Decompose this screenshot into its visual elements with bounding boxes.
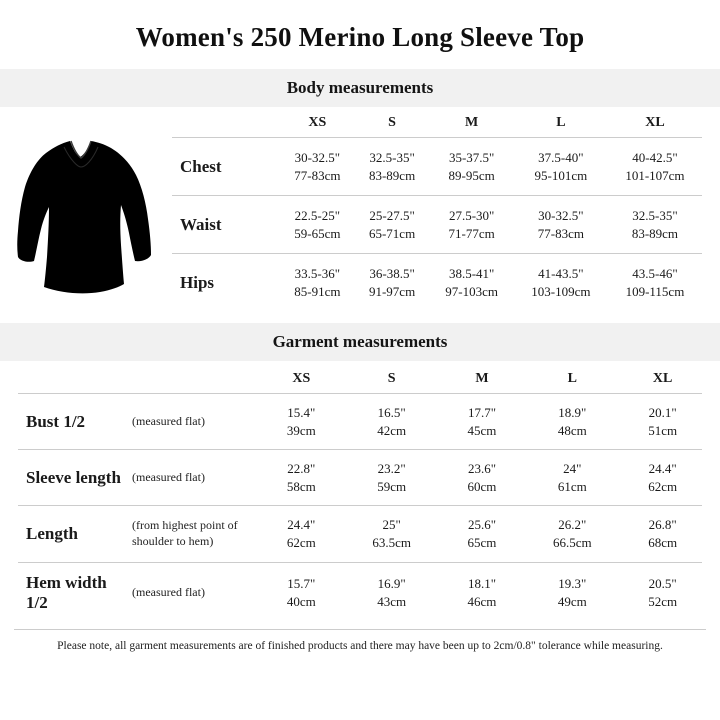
col-header-xs: XS [292,371,311,387]
value-inches: 22.8" [287,461,316,477]
col-header-xs: XS [308,115,327,130]
value-cm: 61cm [557,478,587,494]
value-cm: 46cm [467,593,497,609]
cell-hem-xs [262,562,341,623]
value-inches: 15.4" [287,405,316,421]
value-inches: 24.4" [287,517,316,533]
cell-waist-s [355,196,430,254]
cell-hips-xl [608,254,702,312]
cell-length-m [443,506,522,562]
table-row [172,196,702,254]
cell-length-s [341,506,443,562]
cell-waist-m [429,196,513,254]
value-cm: 65cm [467,535,497,551]
value-inches: 22.5-25" [294,208,341,224]
cell-sleeve-l [521,450,623,506]
value-cm: 58cm [286,478,316,494]
cell-waist-xs [280,196,355,254]
table-header-row [18,361,702,394]
value-inches: 16.9" [377,576,406,592]
garment-measurements-block [0,361,720,623]
value-cm: 97-103cm [445,283,498,299]
value-cm: 103-109cm [531,283,591,299]
value-cm: 52cm [648,593,678,609]
value-inches: 40-42.5" [632,150,678,165]
measurement-tolerance-note: Please note, all garment measurements are of finished products and there may have been up to 2cm/0.8" tolerance while measuring. [14,629,706,652]
row-note-length: (from highest point of shoulder to hem) [130,506,262,562]
value-cm: 65-71cm [368,225,416,241]
value-inches: 18.1" [467,576,496,592]
value-cm: 83-89cm [631,225,679,241]
value-cm: 77-83cm [294,167,341,183]
value-inches: 33.5-36" [294,266,341,282]
value-cm: 42cm [377,422,407,438]
value-inches: 23.2" [377,461,406,477]
cell-hem-l [521,562,623,623]
value-cm: 63.5cm [372,535,411,551]
value-inches: 25-27.5" [369,208,415,224]
value-inches: 24" [563,461,582,477]
row-label-hips: Hips [172,254,280,312]
cell-sleeve-xl [623,450,702,506]
value-cm: 45cm [467,422,497,438]
col-header-l: L [556,115,566,130]
col-header-l: L [567,371,577,387]
value-cm: 109-115cm [625,283,685,299]
cell-bust-xs [262,394,341,450]
cell-hips-xs [280,254,355,312]
value-inches: 24.4" [648,461,677,477]
row-note-hem-width-half: (measured flat) [130,562,262,623]
value-inches: 15.7" [287,576,316,592]
value-inches: 37.5-40" [538,150,584,165]
garment-illustration [0,107,172,301]
cell-sleeve-xs [262,450,341,506]
value-cm: 62cm [286,535,316,551]
cell-waist-xl [608,196,702,254]
garment-measurements-table [18,361,702,623]
value-cm: 49cm [557,593,587,609]
col-header-s: S [388,115,396,130]
col-header-s: S [387,371,396,387]
value-inches: 26.2" [558,517,587,533]
value-inches: 16.5" [377,405,406,421]
value-cm: 66.5cm [552,535,592,551]
value-inches: 23.6" [467,461,496,477]
cell-chest-xl [608,138,702,196]
value-inches: 32.5-35" [369,150,415,165]
col-header-blank [172,107,280,138]
cell-chest-xs [280,138,355,196]
value-cm: 85-91cm [294,283,341,299]
page-title: Women's 250 Merino Long Sleeve Top [135,22,585,52]
cell-hips-l [514,254,608,312]
cell-hips-m [429,254,513,312]
cell-bust-m [443,394,522,450]
cell-hem-m [443,562,522,623]
cell-hem-s [341,562,443,623]
cell-length-xs [262,506,341,562]
cell-chest-m [429,138,513,196]
value-inches: 26.8" [648,517,677,533]
value-cm: 59-65cm [294,225,341,241]
value-inches: 30-32.5" [538,208,584,224]
value-cm: 51cm [648,422,678,438]
cell-hips-s [355,254,430,312]
cell-hem-xl [623,562,702,623]
value-inches: 25" [382,517,401,533]
value-inches: 19.3" [558,576,587,592]
value-cm: 60cm [467,478,497,494]
value-cm: 83-89cm [368,167,416,183]
row-note-sleeve-length: (measured flat) [130,450,262,506]
table-row [18,506,702,562]
cell-waist-l [514,196,608,254]
cell-chest-l [514,138,608,196]
row-label-length: Length [18,506,130,562]
garment-measurements-heading: Garment measurements [0,323,720,361]
value-cm: 89-95cm [448,167,495,183]
cell-sleeve-m [443,450,522,506]
value-inches: 18.9" [558,405,587,421]
value-inches: 20.5" [648,576,677,592]
value-inches: 38.5-41" [448,266,495,282]
cell-sleeve-s [341,450,443,506]
value-inches: 43.5-46" [632,266,678,282]
col-header-m: M [465,115,479,130]
value-cm: 101-107cm [625,167,685,183]
value-inches: 20.1" [648,405,677,421]
value-inches: 17.7" [467,405,496,421]
long-sleeve-top-icon [16,131,156,301]
value-cm: 91-97cm [368,283,416,299]
table-row [18,450,702,506]
row-label-waist: Waist [172,196,280,254]
col-header-blank-note [130,361,262,394]
value-cm: 77-83cm [537,225,584,241]
value-inches: 41-43.5" [538,266,584,282]
value-inches: 27.5-30" [448,208,495,224]
table-row [172,138,702,196]
cell-bust-s [341,394,443,450]
cell-chest-s [355,138,430,196]
value-cm: 39cm [286,422,316,438]
table-row [172,254,702,312]
cell-bust-l [521,394,623,450]
row-note-bust-half: (measured flat) [130,394,262,450]
value-cm: 59cm [377,478,407,494]
value-cm: 43cm [377,593,407,609]
body-measurements-table [172,107,702,311]
value-inches: 25.6" [467,517,496,533]
row-label-chest: Chest [172,138,280,196]
row-label-sleeve-length: Sleeve length [18,450,130,506]
body-measurements-block [0,107,720,311]
value-inches: 36-38.5" [369,266,415,282]
value-cm: 71-77cm [448,225,495,241]
body-measurements-heading: Body measurements [0,69,720,107]
cell-bust-xl [623,394,702,450]
value-cm: 62cm [648,478,678,494]
cell-length-l [521,506,623,562]
value-inches: 30-32.5" [294,150,341,165]
value-inches: 35-37.5" [448,150,495,165]
row-label-bust-half: Bust 1/2 [18,394,130,450]
cell-length-xl [623,506,702,562]
col-header-m: M [475,371,489,387]
value-cm: 48cm [557,422,587,438]
value-inches: 32.5-35" [632,208,678,224]
value-cm: 68cm [648,535,678,551]
table-header-row [172,107,702,138]
col-header-xl: XL [652,371,673,387]
row-label-hem-width-half: Hem width 1/2 [18,562,130,623]
value-cm: 95-101cm [534,167,588,183]
value-cm: 40cm [286,593,316,609]
table-row [18,562,702,623]
table-row [18,394,702,450]
col-header-blank-label [18,361,130,394]
col-header-xl: XL [645,115,665,130]
